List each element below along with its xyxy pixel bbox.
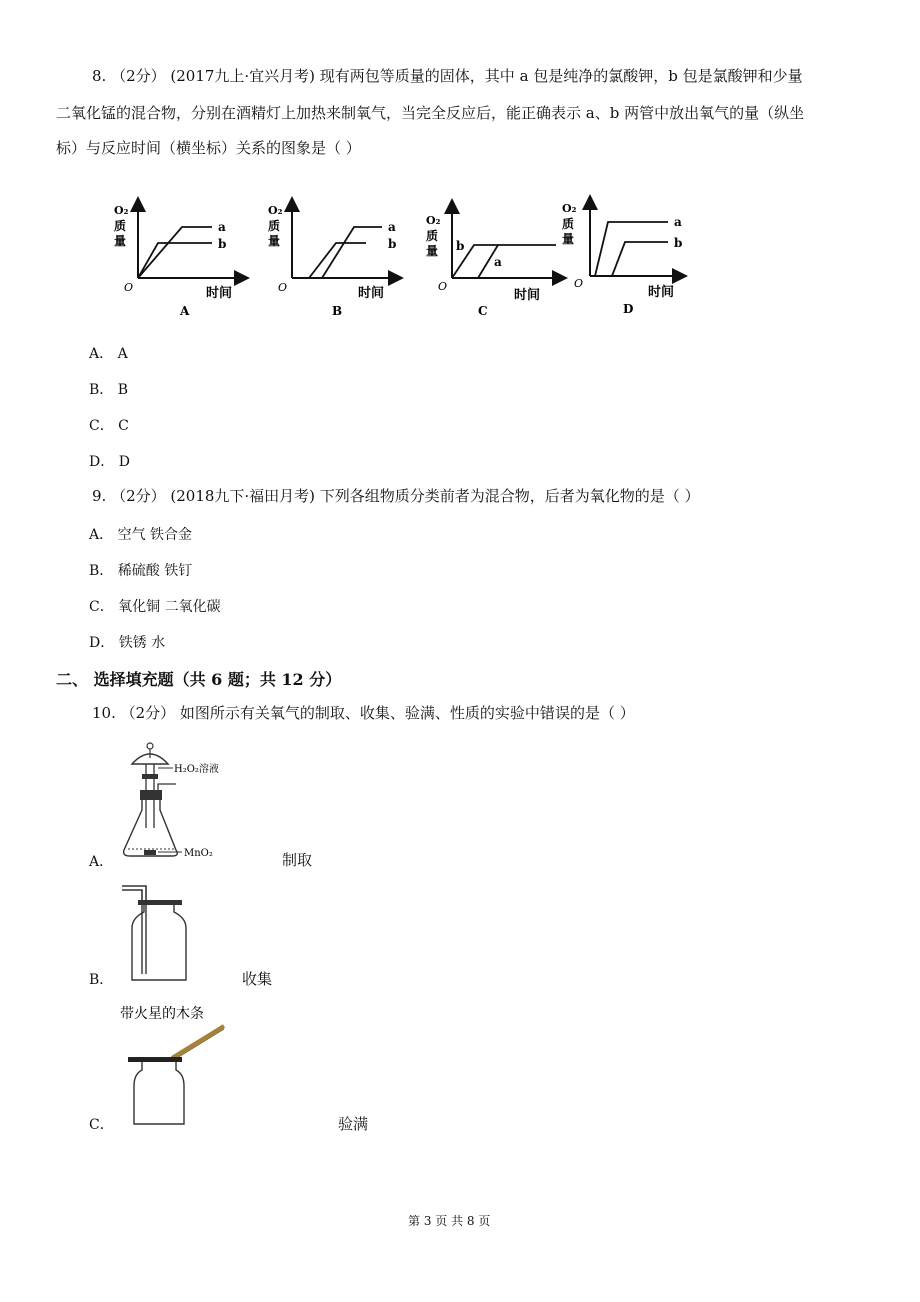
q9-option-b: B． 稀硫酸 铁钉 [89, 563, 193, 579]
gas-collection-bottle [118, 882, 202, 982]
mno2-label: MnO₂ [184, 848, 213, 859]
svg-text:质: 质 [426, 229, 439, 243]
graph-c [426, 200, 566, 318]
q8-stem-line1: 8. （2分） (2017九上·宜兴月考) 现有两包等质量的固体，其中 a 包是纯净的氯酸钾，b 包是氯酸钾和少量 [92, 67, 803, 85]
svg-text:a: a [218, 220, 226, 234]
svg-text:O₂: O₂ [426, 214, 441, 227]
svg-text:b: b [674, 236, 683, 250]
q9-option-d: D． 铁锈 水 [89, 635, 166, 651]
svg-text:O₂: O₂ [268, 204, 283, 217]
q9-stem: 9. （2分） (2018九下·福田月考) 下列各组物质分类前者为混合物，后者为氧化物的是（ ） [92, 487, 700, 505]
q10-option-b-letter: B． [89, 972, 114, 988]
q8-stem-line2: 二氧化锰的混合物，分别在酒精灯上加热来制氧气，当完全反应后，能正确表示 a、b 两管中放出氧气的量（纵坐 [56, 104, 805, 122]
q8-option-c: C． C [89, 418, 129, 434]
svg-text:量: 量 [268, 234, 281, 248]
svg-text:量: 量 [114, 234, 127, 248]
q10-option-c-letter: C． [89, 1117, 114, 1133]
graph-b-label: B [332, 304, 343, 318]
graph-d-label: D [623, 302, 634, 316]
graph-c-label: C [478, 304, 488, 318]
page-footer: 第 3 页 共 8 页 [408, 1214, 491, 1228]
svg-text:时间: 时间 [206, 286, 233, 301]
q8-option-d: D． D [89, 454, 130, 470]
y-label-o2: O₂ [114, 204, 129, 217]
svg-text:时间: 时间 [358, 286, 385, 301]
svg-text:O: O [438, 280, 448, 293]
q9-option-c: C． 氧化铜 二氧化碳 [89, 599, 221, 615]
oxygen-generation-apparatus [118, 738, 228, 862]
svg-text:a: a [494, 255, 502, 269]
section-2-heading: 二、 选择填充题（共 6 题；共 12 分） [56, 670, 342, 689]
h2o2-solution-label: H₂O₂溶液 [174, 764, 219, 775]
svg-text:b: b [388, 237, 397, 251]
graph-d [562, 196, 686, 316]
graph-a [114, 198, 248, 318]
q10-option-a-caption: 制取 [282, 851, 313, 869]
svg-text:质: 质 [562, 217, 575, 231]
q10-option-b-caption: 收集 [242, 970, 273, 988]
q8-option-b: B． B [89, 382, 129, 398]
svg-text:质: 质 [114, 219, 127, 233]
q10-option-c-caption: 验满 [338, 1115, 369, 1133]
q8-graphs-figure [100, 190, 710, 325]
svg-text:量: 量 [562, 232, 575, 246]
svg-text:O₂: O₂ [562, 202, 577, 215]
svg-text:时间: 时间 [514, 288, 541, 303]
q9-option-a: A． 空气 铁合金 [89, 527, 193, 543]
svg-text:O: O [278, 281, 288, 294]
svg-text:a: a [388, 220, 396, 234]
oxygen-full-test-apparatus [118, 1000, 258, 1128]
q8-option-a: A． A [89, 346, 128, 362]
q8-stem-line3: 标）与反应时间（横坐标）关系的图象是（ ） [56, 139, 361, 157]
svg-text:a: a [674, 215, 682, 229]
glowing-splint-label: 带火星的木条 [120, 1006, 204, 1022]
q10-stem: 10. （2分） 如图所示有关氧气的制取、收集、验满、性质的实验中错误的是（ ） [92, 704, 635, 722]
graph-a-label: A [180, 304, 190, 318]
q10-option-a-letter: A． [89, 854, 114, 870]
svg-text:O: O [574, 277, 584, 290]
svg-text:b: b [456, 239, 465, 253]
graph-b [268, 198, 402, 318]
svg-text:O: O [124, 281, 134, 294]
svg-text:量: 量 [426, 244, 439, 258]
svg-text:时间: 时间 [648, 285, 675, 300]
svg-text:b: b [218, 237, 227, 251]
svg-text:质: 质 [268, 219, 281, 233]
